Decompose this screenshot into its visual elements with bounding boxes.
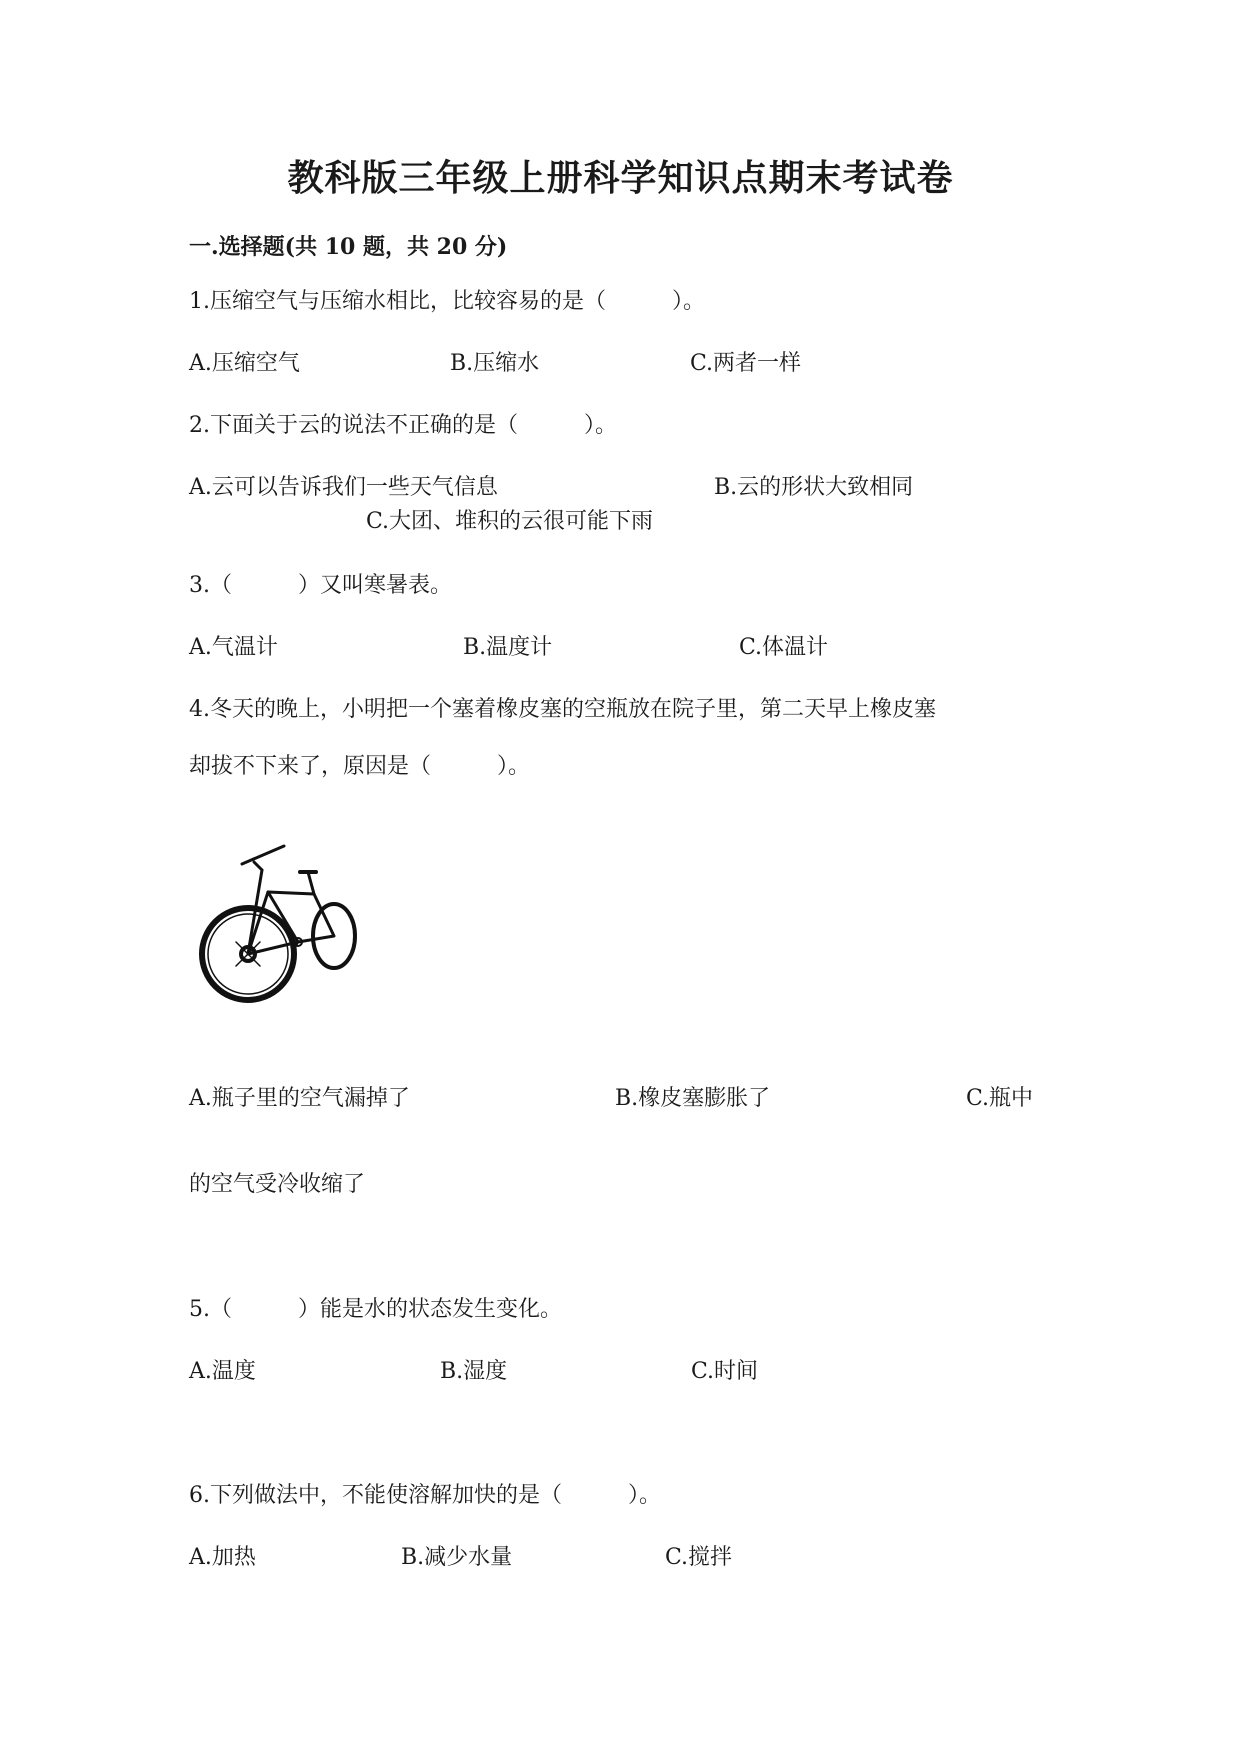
question-5-option-b: B.湿度	[440, 1359, 508, 1384]
question-2-option-a: A.云可以告诉我们一些天气信息	[189, 475, 498, 500]
question-6-option-a: A.加热	[189, 1545, 256, 1570]
question-3-option-a: A.气温计	[189, 635, 278, 660]
question-3-stem: 3.（ ）又叫寒暑表。	[189, 573, 452, 598]
question-6-option-c: C.搅拌	[665, 1545, 733, 1570]
question-4-stem-line-1: 4.冬天的晚上，小明把一个塞着橡皮塞的空瓶放在院子里，第二天早上橡皮塞	[189, 697, 936, 722]
question-4-option-c-continuation: 的空气受冷收缩了	[189, 1172, 366, 1197]
question-5-stem: 5.（ ）能是水的状态发生变化。	[189, 1297, 562, 1322]
question-3-option-c: C.体温计	[739, 635, 829, 660]
question-4-option-b: B.橡皮塞膨胀了	[615, 1086, 771, 1111]
question-1-stem: 1.压缩空气与压缩水相比，比较容易的是（ ）。	[189, 289, 705, 314]
question-2-option-c: C.大团、堆积的云很可能下雨	[366, 509, 654, 534]
question-5-option-a: A.温度	[189, 1359, 256, 1384]
question-2-option-b: B.云的形状大致相同	[714, 475, 914, 500]
question-6-option-b: B.减少水量	[401, 1545, 513, 1570]
question-6-stem: 6.下列做法中，不能使溶解加快的是（ ）。	[189, 1483, 661, 1508]
question-1-option-a: A.压缩空气	[189, 351, 300, 376]
question-1-option-b: B.压缩水	[450, 351, 540, 376]
question-2-stem: 2.下面关于云的说法不正确的是（ ）。	[189, 413, 617, 438]
question-3-option-b: B.温度计	[463, 635, 553, 660]
question-4-option-a: A.瓶子里的空气漏掉了	[189, 1086, 410, 1111]
question-1-option-c: C.两者一样	[690, 351, 802, 376]
question-5-option-c: C.时间	[691, 1359, 759, 1384]
question-4-stem-line-2: 却拔不下来了，原因是（ ）。	[189, 754, 531, 779]
section-heading: 一.选择题(共 10 题，共 20 分)	[189, 234, 508, 260]
question-4-option-c: C.瓶中	[966, 1086, 1034, 1111]
page-title: 教科版三年级上册科学知识点期末考试卷	[287, 157, 954, 199]
bicycle-figure	[196, 842, 366, 1012]
